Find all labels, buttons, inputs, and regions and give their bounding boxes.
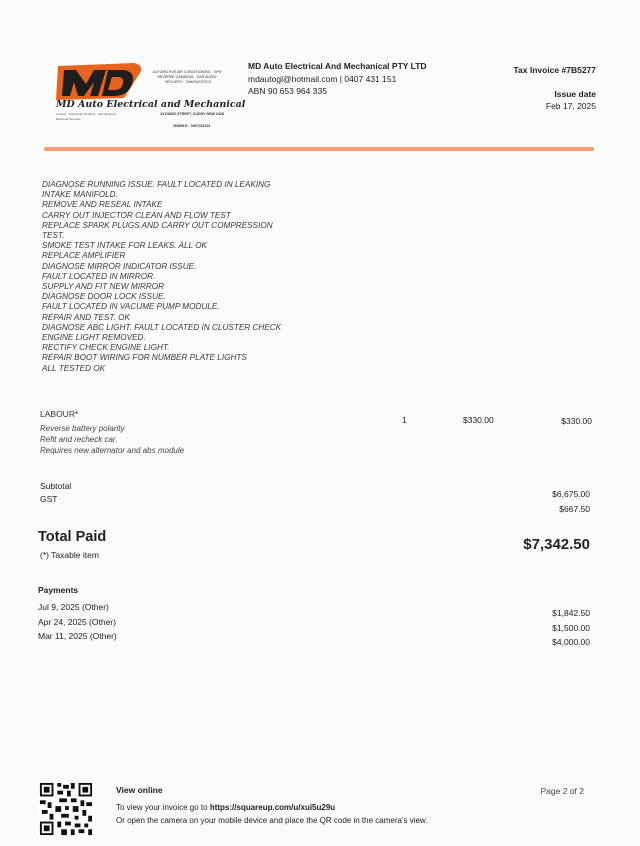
subtotal-values [552, 487, 590, 517]
line-item-note: Reverse battery polarity [40, 424, 125, 433]
desc-line: REPLACE SPARK PLUGS AND CARRY OUT COMPRESSION [42, 220, 273, 230]
gst-value: $667.50 [559, 504, 590, 514]
view-online-instructions [116, 803, 335, 812]
view-online-prefix: To view your invoice go to [116, 803, 210, 812]
desc-line: ENGINE LIGHT REMOVED. [42, 333, 146, 343]
line-item-note: Refit and recheck car. [40, 435, 118, 444]
gst-label: GST [40, 494, 58, 504]
desc-line: FAULT LOCATED IN VACUME PUMP MODULE. [42, 302, 220, 312]
payment-date: Mar 11, 2025 (Other) [38, 631, 117, 641]
desc-line: DIAGNOSE MIRROR INDICATOR ISSUE. [42, 261, 197, 271]
payment-date: Jul 9, 2025 (Other) [38, 602, 109, 612]
qr-instructions: Or open the camera on your mobile device and place the QR code in the camera's view. [116, 816, 428, 825]
desc-line: REPAIR AND TEST. OK [42, 312, 130, 322]
subtotal-value: $6,675.00 [552, 489, 590, 499]
view-online-title: View online [116, 785, 163, 795]
line-item-note: Requires new alternator and abs module [40, 446, 185, 455]
line-item-title: LABOUR* [40, 409, 79, 419]
desc-line: RECTIFY CHECK ENGINE LIGHT. [42, 343, 170, 353]
logo-brand-name: MD Auto Electrical and Mechanical [56, 99, 246, 110]
total-paid-value: $7,342.50 [523, 536, 590, 553]
subtotal-label: Subtotal [40, 481, 72, 491]
subtotal-labels [40, 480, 71, 506]
company-abn: ABN 90 653 964 335 [248, 86, 327, 96]
payments-dates [38, 600, 117, 644]
issue-date-label: Issue date [554, 89, 596, 99]
invoice-meta [513, 64, 596, 112]
company-name: MD Auto Electrical And Mechanical PTY LTD [248, 61, 427, 71]
company-details [248, 60, 427, 98]
company-contact: mdautogl@hotmail.com | 0407 431 151 [248, 73, 397, 84]
invoice-url-link[interactable]: https://squareup.com/u/xui5u29u [209, 803, 336, 812]
line-item-unit-price: $330.00 [463, 415, 494, 425]
desc-line: REMOVE AND RESEAL INTAKE [42, 200, 163, 210]
logo-address: 24 DAVID STREET, CUDDY NSW 2428 [160, 112, 224, 116]
desc-line: DIAGNOSE ABC LIGHT. FAULT LOCATED IN CLUSTER CHECK [42, 322, 282, 332]
line-item-labour [40, 409, 600, 456]
issue-date: Feb 17, 2025 [545, 101, 596, 111]
invoice-title: Tax Invoice #7B5277 [513, 65, 596, 75]
header-divider [44, 147, 594, 151]
desc-line: SMOKE TEST INTAKE FOR LEAKS. ALL OK [42, 241, 208, 251]
desc-line: INTAKE MANIFOLD. [42, 190, 118, 200]
payment-date: Apr 24, 2025 (Other) [38, 616, 116, 627]
total-paid-label: Total Paid [38, 529, 107, 545]
logo-small-print: Licence · Authorised Repairer · Mechanical & Electrical Services [56, 112, 117, 121]
payments-title: Payments [38, 585, 79, 595]
payment-amount: $1,842.50 [552, 608, 590, 618]
desc-line: SUPPLY AND FIT NEW MIRROR [42, 282, 165, 292]
line-item-qty: 1 [402, 415, 407, 425]
line-item-amount: $330.00 [561, 416, 592, 426]
company-logo [52, 60, 246, 132]
desc-line: DIAGNOSE DOOR LOCK ISSUE. [42, 292, 166, 302]
md-logo-mark [52, 60, 147, 102]
payments-amounts [552, 606, 590, 650]
logo-address-block [157, 108, 227, 132]
qr-code-icon [38, 781, 94, 837]
desc-line: CARRY OUT INJECTOR CLEAN AND FLOW TEST [42, 210, 231, 220]
desc-line: FAULT LOCATED IN MIRROR. [42, 271, 156, 281]
desc-line: ALL TESTED OK [42, 363, 106, 373]
desc-line: REPLACE AMPLIFIER [42, 251, 126, 261]
taxable-note: (*) Taxable item [40, 550, 99, 560]
payment-amount: $1,500.00 [552, 622, 590, 633]
desc-line: TEST. [42, 231, 65, 241]
logo-tagline: AUTOMOTIVE AIR CONDITIONING · GPS · REVERSE CAMERAS · CAR AUDIO · SECURITY · DIAGNOSTICS [152, 70, 224, 84]
desc-line: DIAGNOSE RUNNING ISSUE. FAULT LOCATED IN LEAKING [42, 180, 271, 189]
line-item-notes [40, 423, 600, 456]
payment-amount: $4,000.00 [552, 637, 590, 647]
work-description [42, 180, 342, 374]
logo-mobile: MOBILE · 0407431151 [173, 124, 211, 128]
desc-line: REPAIR BOOT WIRING FOR NUMBER PLATE LIGHTS [42, 353, 247, 363]
page-number: Page 2 of 2 [540, 786, 584, 796]
